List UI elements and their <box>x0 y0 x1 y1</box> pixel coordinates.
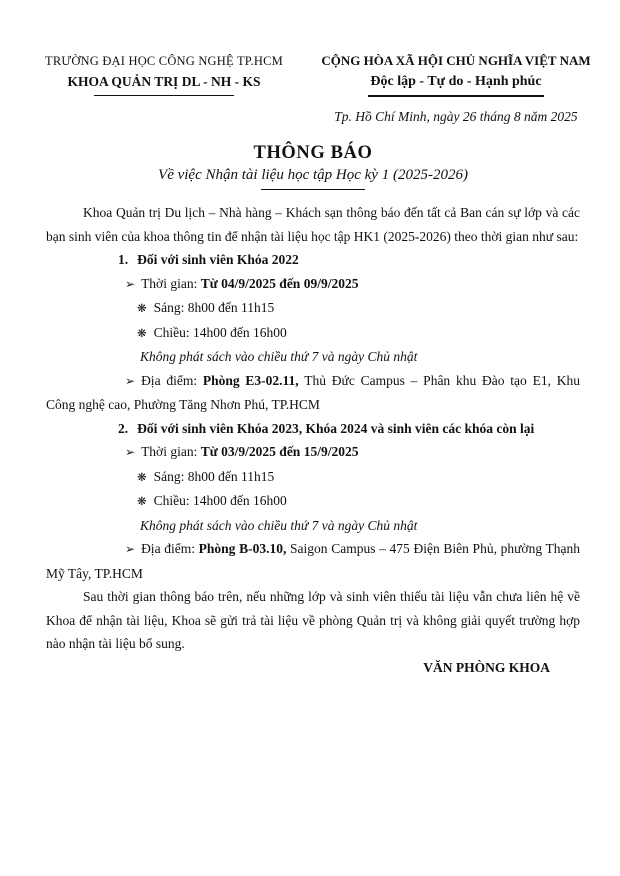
section-1-number: 1. <box>118 252 129 268</box>
section-1-afternoon-line <box>46 321 580 346</box>
section-1-time-value: Từ 04/9/2025 đến 09/9/2025 <box>200 275 359 291</box>
section-2-location-room: Phòng B-03.10, <box>198 541 287 557</box>
arrow-bullet-icon: ➢ <box>125 445 136 460</box>
section-2-afternoon-text: Chiều: 14h00 đến 16h00 <box>153 493 287 509</box>
document-content <box>46 143 580 679</box>
document-subtitle: Về việc Nhận tài liệu học tập Học kỳ 1 (2025-2026) <box>158 167 468 183</box>
country-motto-line2: Độc lập - Tự do - Hạnh phúc <box>370 73 542 89</box>
section-2-note: Không phát sách vào chiều thứ 7 và ngày Chủ nhật <box>140 517 418 533</box>
faculty-name: KHOA QUẢN TRỊ DL - NH - KS <box>67 74 261 90</box>
section-1-location-rest: Thủ Đức Campus – Phân khu Đào tạo E1, Khu Công nghệ cao, Phường Tăng Nhơn Phú, TP.HCM <box>46 372 580 413</box>
section-1-heading <box>46 248 580 272</box>
star-bullet-icon: ❋ <box>137 469 147 484</box>
school-header-block <box>38 52 290 96</box>
section-2-morning-line <box>46 465 580 490</box>
section-1-morning-line <box>46 296 580 321</box>
section-2-location-rest: Saigon Campus – 475 Điện Biên Phủ, phường Thạnh Mỹ Tây, TP.HCM <box>46 541 580 581</box>
signature-block: VĂN PHÒNG KHOA <box>423 659 550 675</box>
section-1-morning-text: Sáng: 8h00 đến 11h15 <box>153 300 275 316</box>
section-1-location-room: Phòng E3-02.11, <box>202 372 299 388</box>
section-2-time-value: Từ 03/9/2025 đến 15/9/2025 <box>200 444 359 460</box>
subtitle-underline-rule <box>261 189 365 190</box>
underline-rule <box>94 95 234 97</box>
intro-paragraph: Khoa Quản trị Du lịch – Nhà hàng – Khách sạn thông báo đến tất cả Ban cán sự lớp và các bạn sinh viên của khoa thông tin để nhận tài liệu học tập HK1 (2025-2026) theo thời gian như sau: <box>46 205 580 244</box>
arrow-bullet-icon: ➢ <box>125 373 136 388</box>
university-name: TRƯỜNG ĐẠI HỌC CÔNG NGHỆ TP.HCM <box>45 54 283 68</box>
location-label: Địa điểm: <box>141 372 203 388</box>
location-label: Địa điểm: <box>141 541 199 557</box>
star-bullet-icon: ❋ <box>137 325 147 340</box>
section-1-time-line <box>46 272 580 297</box>
arrow-bullet-icon: ➢ <box>125 542 136 557</box>
section-2-heading-text: Đối với sinh viên Khóa 2023, Khóa 2024 và sinh viên các khóa còn lại <box>137 420 535 436</box>
section-2-location-line <box>46 537 580 585</box>
arrow-bullet-icon: ➢ <box>125 276 136 291</box>
underline-rule <box>368 95 544 97</box>
star-bullet-icon: ❋ <box>137 301 147 316</box>
time-label: Thời gian: <box>141 444 201 460</box>
national-header-block <box>318 52 594 97</box>
section-2-heading <box>46 417 580 441</box>
section-1-location-line <box>46 369 580 417</box>
section-2-afternoon-line <box>46 489 580 514</box>
closing-paragraph: Sau thời gian thông báo trên, nếu những lớp và sinh viên thiếu tài liệu vẫn chưa liên hệ về Khoa để nhận tài liệu, Khoa sẽ gửi trả tài liệu về phòng Quản trị và không giải quyết trường hợp nào nhận tài liệu bổ sung. <box>46 589 580 652</box>
section-1-heading-text: Đối với sinh viên Khóa 2022 <box>137 252 299 268</box>
section-1-afternoon-text: Chiều: 14h00 đến 16h00 <box>153 324 287 340</box>
country-motto-line1: CỘNG HÒA XÃ HỘI CHỦ NGHĨA VIỆT NAM <box>321 53 591 68</box>
section-2-morning-text: Sáng: 8h00 đến 11h15 <box>153 468 275 484</box>
section-1-note: Không phát sách vào chiều thứ 7 và ngày Chủ nhật <box>140 349 418 365</box>
section-2-number: 2. <box>118 420 129 436</box>
place-date-line: Tp. Hồ Chí Minh, ngày 26 tháng 8 năm 2025 <box>334 109 578 124</box>
document-title: THÔNG BÁO <box>253 143 373 163</box>
star-bullet-icon: ❋ <box>137 494 147 509</box>
time-label: Thời gian: <box>141 275 201 291</box>
document-body <box>46 201 580 679</box>
section-2-time-line <box>46 440 580 465</box>
